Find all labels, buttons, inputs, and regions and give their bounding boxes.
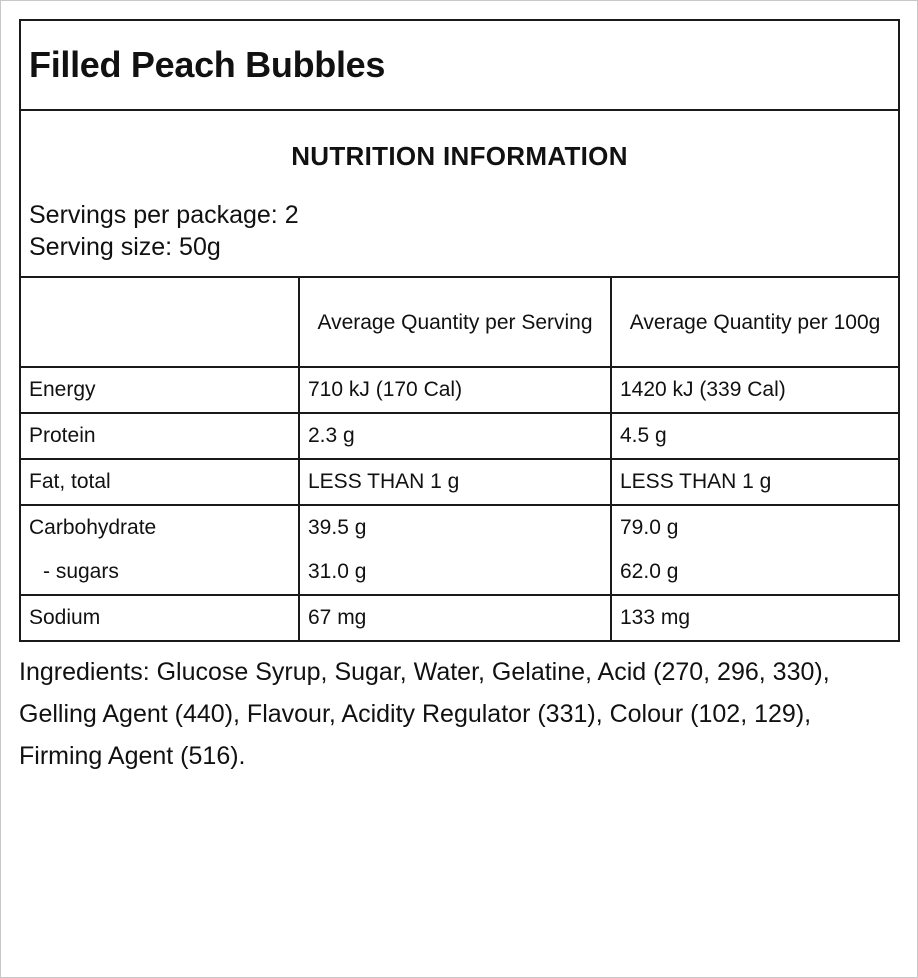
- info-block: [21, 111, 898, 278]
- table-row-fat: [21, 459, 898, 505]
- product-title: Filled Peach Bubbles: [29, 44, 386, 85]
- header-per-serving: Average Quantity per Serving: [299, 278, 611, 367]
- table-row-protein: [21, 413, 898, 459]
- title-row: [21, 21, 898, 111]
- sodium-per-100g: 133 mg: [620, 606, 691, 629]
- sugars-per-serving: 31.0 g: [308, 560, 367, 583]
- carbohydrate-labels: [21, 505, 299, 595]
- sodium-per-serving: 67 mg: [299, 595, 611, 640]
- header-blank-cell: [21, 278, 299, 367]
- table-header-row: [21, 278, 898, 367]
- carbohydrate-per-serving-cell: [299, 505, 611, 595]
- carbohydrate-label: Carbohydrate: [29, 516, 157, 539]
- table-row-sodium: [21, 595, 898, 640]
- sugars-label: - sugars: [43, 560, 119, 583]
- table-row-energy: [21, 367, 898, 413]
- fat-label: Fat, total: [21, 459, 299, 505]
- energy-label: Energy: [21, 367, 299, 413]
- carbohydrate-per-100g: 79.0 g: [620, 516, 679, 539]
- carbohydrate-per-100g-cell: [611, 505, 898, 595]
- fat-per-serving: LESS THAN 1 g: [299, 459, 611, 505]
- protein-per-serving: 2.3 g: [299, 413, 611, 459]
- servings-info: [29, 199, 299, 263]
- ingredients-text: Ingredients: Glucose Syrup, Sugar, Water, Gelatine, Acid (270, 296, 330), Gelling Agent (440), Flavour, Acidity Regulator (331), Colour (102, 129), Firming Agent (516).: [19, 658, 830, 770]
- sodium-label: Sodium: [21, 595, 299, 640]
- protein-per-100g: 4.5 g: [611, 413, 898, 459]
- nutrition-table: [21, 278, 898, 640]
- table-row-carbohydrate: [21, 505, 898, 595]
- energy-per-100g: 1420 kJ (339 Cal): [611, 367, 898, 413]
- serving-size: Serving size: 50g: [29, 233, 221, 261]
- header-per-100g: Average Quantity per 100g: [611, 278, 898, 367]
- sugars-per-100g: 62.0 g: [620, 560, 679, 583]
- fat-per-100g: LESS THAN 1 g: [611, 459, 898, 505]
- nutrition-heading: NUTRITION INFORMATION: [291, 141, 628, 171]
- nutrition-panel: [19, 19, 900, 642]
- protein-label: Protein: [21, 413, 299, 459]
- carbohydrate-per-serving: 39.5 g: [308, 516, 367, 539]
- energy-per-serving: 710 kJ (170 Cal): [299, 367, 611, 413]
- servings-per-package: Servings per package: 2: [29, 201, 299, 229]
